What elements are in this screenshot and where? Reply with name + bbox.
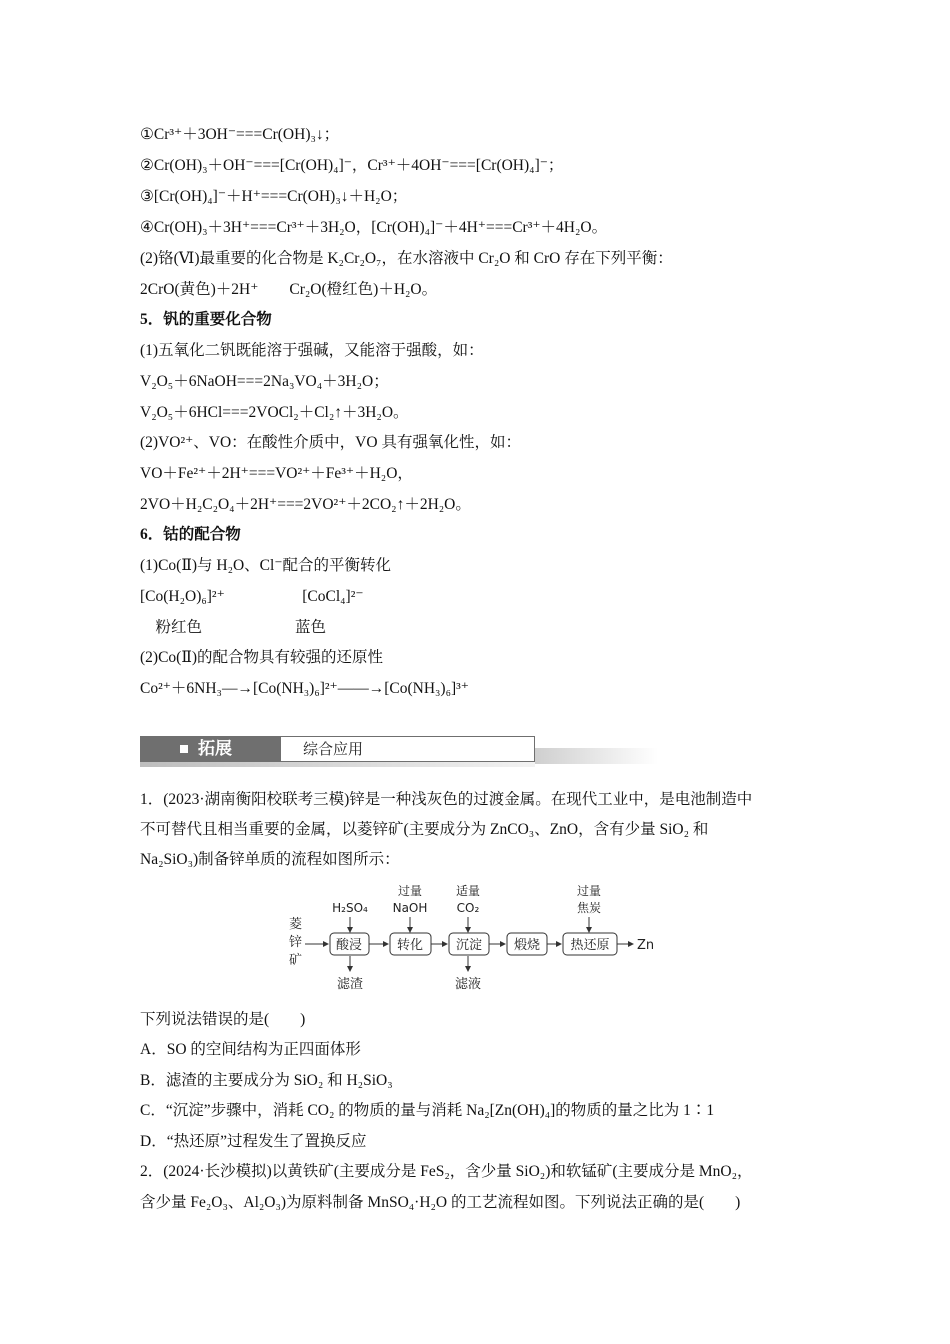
q2-stem-2: 含少量 Fe₂O₃、Al₂O₃)为原料制备 MnSO₄·H₂O 的工艺流程如图。下列说法正确的是( ) [140,1194,741,1211]
cobalt-colors: 粉红色 蓝色 [140,619,327,636]
section-banner [140,736,518,766]
q1-prompt: 下列说法错误的是( ) [140,1011,306,1028]
input-excess-2: 过量 [576,884,602,898]
section-heading-cobalt: 6．钴的配合物 [140,526,241,543]
step-precipitate: 沉淀 [455,938,483,953]
chromium-vi-text: (2)铬(Ⅵ)最重要的化合物是 K₂Cr₂O₇，在水溶液中 Cr₂O 和 CrO 存在下列平衡： [140,250,673,267]
equation-v-2: V₂O₅＋6HCl===2VOCl₂＋Cl₂↑＋3H₂O。 [140,404,409,421]
process-flowchart [285,880,665,992]
step-convert: 转化 [396,938,424,953]
vanadium-text-2: (2)VO²⁺、VO：在酸性介质中，VO 具有强氧化性，如： [140,434,521,451]
flow-start-2: 锌 [289,935,303,950]
vanadium-text-1: (1)五氧化二钒既能溶于强碱，又能溶于强酸，如： [140,342,484,359]
chromate-equilibrium: 2CrO(黄色)＋2H⁺ Cr₂O(橙红色)＋H₂O。 [140,281,438,298]
output-filtrate: 滤液 [454,977,482,992]
cobalt-complexes: [Co(H₂O)₆]²⁺ [CoCl₄]²⁻ [140,588,364,605]
input-moderate: 适量 [455,884,481,898]
q1-stem-2: 不可替代且相当重要的金属，以菱锌矿(主要成分为 ZnCO₃、ZnO，含有少量 SiO₂ 和 [140,821,709,838]
q1-option-d: D．“热还原”过程发生了置换反应 [140,1133,367,1150]
input-h2so4: H₂SO₄ [332,901,368,915]
step-thermal-reduce: 热还原 [570,938,610,953]
equation-cr-1: ①Cr³⁺＋3OH⁻===Cr(OH)₃↓； [140,126,340,143]
q1-option-a: A．SO 的空间结构为正四面体形 [140,1041,361,1058]
equation-co: Co²⁺＋6NH₃—→[Co(NH₃)₆]²⁺——→[Co(NH₃)₆]³⁺ [140,680,469,697]
q1-stem-3: Na₂SiO₃)制备锌单质的流程如图所示： [140,851,400,868]
equation-v-3: VO＋Fe²⁺＋2H⁺===VO²⁺＋Fe³⁺＋H₂O， [140,465,413,482]
q1-option-b: B．滤渣的主要成分为 SiO₂ 和 H₂SiO₃ [140,1072,393,1089]
input-co2: CO₂ [456,901,480,915]
input-excess-1: 过量 [397,884,423,898]
input-coke: 焦炭 [576,901,602,915]
step-acid-leach: 酸浸 [335,938,363,953]
cobalt-text-1: (1)Co(Ⅱ)与 H₂O、Cl⁻配合的平衡转化 [140,557,392,574]
q2-stem-1: 2．(2024·长沙模拟)以黄铁矿(主要成分是 FeS₂，含少量 SiO₂)和软锰矿(主要成分是 MnO₂， [140,1163,753,1180]
banner-left-label: 拓展 [198,739,232,759]
q1-stem-1: 1．(2023·湖南衡阳校联考三模)锌是一种浅灰色的过渡金属。在现代工业中，是电池制造中 [140,791,753,808]
q1-option-c: C．“沉淀”步骤中，消耗 CO₂ 的物质的量与消耗 Na₂[Zn(OH)₄]的物质的量之比为 1∶1 [140,1102,715,1119]
flow-start-1: 菱 [289,917,303,932]
square-icon [180,745,188,753]
flow-start-3: 矿 [289,953,303,968]
section-heading-vanadium: 5．钒的重要化合物 [140,311,272,328]
equation-cr-2: ②Cr(OH)₃＋OH⁻===[Cr(OH)₄]⁻，Cr³⁺＋4OH⁻===[Cr(OH)₄]⁻； [140,157,564,174]
equation-v-1: V₂O₅＋6NaOH===2Na₃VO₄＋3H₂O； [140,373,389,390]
equation-cr-3: ③[Cr(OH)₄]⁻＋H⁺===Cr(OH)₃↓＋H₂O； [140,188,408,205]
equation-cr-4: ④Cr(OH)₃＋3H⁺===Cr³⁺＋3H₂O，[Cr(OH)₄]⁻＋4H⁺===Cr³⁺＋4H₂O。 [140,219,608,236]
equation-v-4: 2VO＋H₂C₂O₄＋2H⁺===2VO²⁺＋2CO₂↑＋2H₂O。 [140,496,471,513]
step-calcine: 煅烧 [513,938,541,953]
input-naoh: NaOH [392,901,428,915]
cobalt-text-2: (2)Co(Ⅱ)的配合物具有较强的还原性 [140,649,384,666]
output-residue: 滤渣 [336,977,364,992]
product-zn: Zn [637,938,655,953]
banner-right-label: 综合应用 [303,740,364,758]
